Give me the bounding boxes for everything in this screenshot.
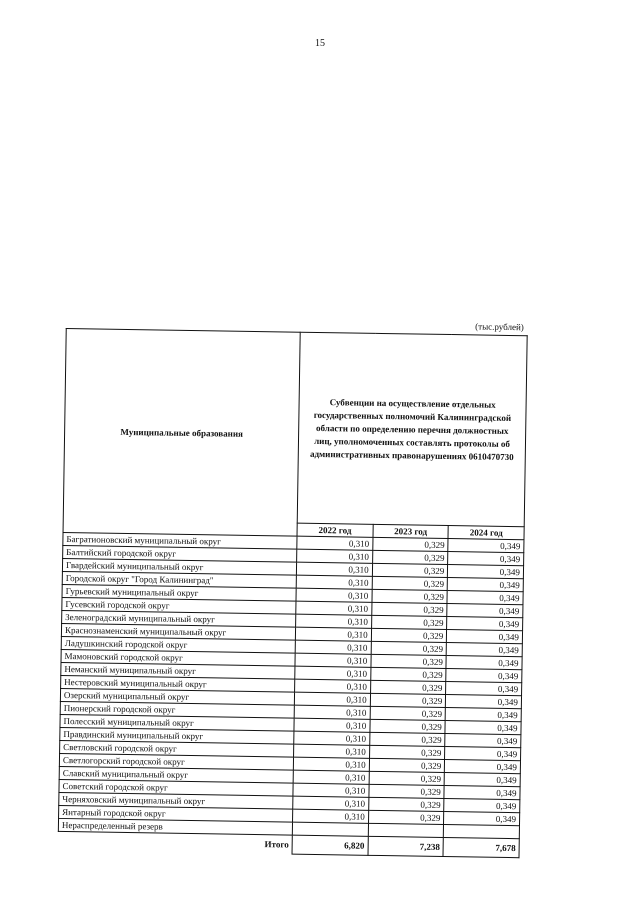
value-2023: 0,329 <box>369 745 445 759</box>
year-2024-header: 2024 год <box>448 526 524 540</box>
value-2022: 0,310 <box>295 627 371 641</box>
value-2023: 0,329 <box>371 628 447 642</box>
municipality-name: Городской округ "Город Калининград" <box>62 571 296 588</box>
value-2023: 0,329 <box>370 719 446 733</box>
value-2023: 0,329 <box>368 797 444 811</box>
municipality-name: Полесский муниципальный округ <box>60 714 294 731</box>
value-2023: 0,329 <box>372 589 448 603</box>
value-2024: 0,349 <box>448 565 524 579</box>
municipality-name: Балтийский городской округ <box>63 545 297 562</box>
value-2022: 0,310 <box>294 744 370 758</box>
value-2023 <box>368 823 444 837</box>
value-2024: 0,349 <box>445 760 521 774</box>
municipality-name: Черняховский муниципальный округ <box>59 792 293 809</box>
value-2022: 0,310 <box>296 601 372 615</box>
value-2024: 0,349 <box>445 747 521 761</box>
municipality-name: Гурьевский муниципальный округ <box>62 584 296 601</box>
value-2023: 0,329 <box>371 602 447 616</box>
municipality-name: Правдинский муниципальный округ <box>60 727 294 744</box>
municipality-name: Светлогорский городской округ <box>59 753 293 770</box>
municipality-name: Славский муниципальный округ <box>59 766 293 783</box>
value-2022: 0,310 <box>295 640 371 654</box>
value-2024: 0,349 <box>448 539 524 553</box>
value-2024: 0,349 <box>447 630 523 644</box>
value-2024: 0,349 <box>446 682 522 696</box>
value-2022: 0,310 <box>293 757 369 771</box>
year-2022-header: 2022 год <box>297 523 373 537</box>
value-2023: 0,329 <box>371 615 447 629</box>
value-2023: 0,329 <box>371 641 447 655</box>
municipality-name: Зеленоградский муниципальный округ <box>62 610 296 627</box>
value-2023: 0,329 <box>370 680 446 694</box>
municipality-name: Ладушкинский городской округ <box>61 636 295 653</box>
value-2024: 0,349 <box>447 617 523 631</box>
unit-note: (тыс.рублей) <box>475 321 524 333</box>
value-2023: 0,329 <box>370 706 446 720</box>
municipality-name: Багратионовский муниципальный округ <box>63 532 297 549</box>
value-2024: 0,349 <box>446 643 522 657</box>
municipality-name: Пионерский городской округ <box>60 701 294 718</box>
value-2022: 0,310 <box>297 549 373 563</box>
value-2022: 0,310 <box>296 614 372 628</box>
value-2023: 0,329 <box>370 667 446 681</box>
value-2024: 0,349 <box>445 708 521 722</box>
value-2022: 0,310 <box>296 588 372 602</box>
subvention-table <box>58 328 528 858</box>
value-2024 <box>444 824 520 838</box>
value-2024: 0,349 <box>444 799 520 813</box>
table-body <box>58 532 524 838</box>
value-2024: 0,349 <box>445 734 521 748</box>
value-2023: 0,329 <box>369 771 445 785</box>
value-2024: 0,349 <box>445 721 521 735</box>
municipality-name: Нестеровский муниципальный округ <box>61 675 295 692</box>
value-2023: 0,329 <box>369 732 445 746</box>
municipality-name: Гусевский городской округ <box>62 597 296 614</box>
municipality-name: Неманский муниципальный округ <box>61 662 295 679</box>
value-2023: 0,329 <box>372 576 448 590</box>
header-subvention: Субвенции на осуществление отдельных государственных полномочий Калининградской области по определению перечня должностных лиц, уполномоченных составлять протоколы об административных правонарушениях 0610470730 <box>297 332 527 527</box>
municipality-name: Янтарный городской округ <box>59 805 293 822</box>
total-2023: 7,238 <box>368 836 444 856</box>
municipality-name: Озерский муниципальный округ <box>60 688 294 705</box>
year-2023-header: 2023 год <box>373 524 449 538</box>
value-2024: 0,349 <box>447 604 523 618</box>
value-2022: 0,310 <box>297 536 373 550</box>
value-2023: 0,329 <box>369 784 445 798</box>
value-2022: 0,310 <box>293 783 369 797</box>
value-2023: 0,329 <box>373 537 449 551</box>
value-2022: 0,310 <box>297 562 373 576</box>
value-2022: 0,310 <box>294 692 370 706</box>
value-2022 <box>292 822 368 836</box>
value-2024: 0,349 <box>448 552 524 566</box>
value-2024: 0,349 <box>447 591 523 605</box>
value-2022: 0,310 <box>294 718 370 732</box>
value-2024: 0,349 <box>448 578 524 592</box>
municipality-name: Светловский городской округ <box>60 740 294 757</box>
total-label: Итого <box>58 831 292 854</box>
value-2022: 0,310 <box>293 809 369 823</box>
municipality-name: Мамоновский городской округ <box>61 649 295 666</box>
value-2022: 0,310 <box>293 770 369 784</box>
total-2024: 7,678 <box>443 837 519 857</box>
value-2023: 0,329 <box>368 810 444 824</box>
value-2022: 0,310 <box>296 575 372 589</box>
municipality-name: Краснознаменский муниципальный округ <box>61 623 295 640</box>
value-2022: 0,310 <box>294 705 370 719</box>
value-2023: 0,329 <box>370 693 446 707</box>
value-2022: 0,310 <box>294 731 370 745</box>
municipality-name: Гвардейский муниципальный округ <box>62 558 296 575</box>
value-2022: 0,310 <box>295 666 371 680</box>
header-municipalities: Муниципальные образования <box>63 329 300 537</box>
value-2023: 0,329 <box>371 654 447 668</box>
value-2024: 0,349 <box>444 811 520 825</box>
value-2023: 0,329 <box>372 563 448 577</box>
budget-table-sheet <box>58 312 528 858</box>
value-2024: 0,349 <box>446 656 522 670</box>
value-2023: 0,329 <box>369 758 445 772</box>
value-2024: 0,349 <box>444 773 520 787</box>
value-2024: 0,349 <box>444 786 520 800</box>
total-2022: 6,820 <box>292 835 368 855</box>
municipality-name: Нераспределенный резерв <box>58 818 292 835</box>
value-2023: 0,329 <box>372 550 448 564</box>
municipality-name: Советский городской округ <box>59 779 293 796</box>
value-2022: 0,310 <box>293 796 369 810</box>
page-number: 15 <box>315 38 325 49</box>
value-2024: 0,349 <box>446 669 522 683</box>
value-2024: 0,349 <box>446 695 522 709</box>
value-2022: 0,310 <box>295 653 371 667</box>
value-2022: 0,310 <box>295 679 371 693</box>
